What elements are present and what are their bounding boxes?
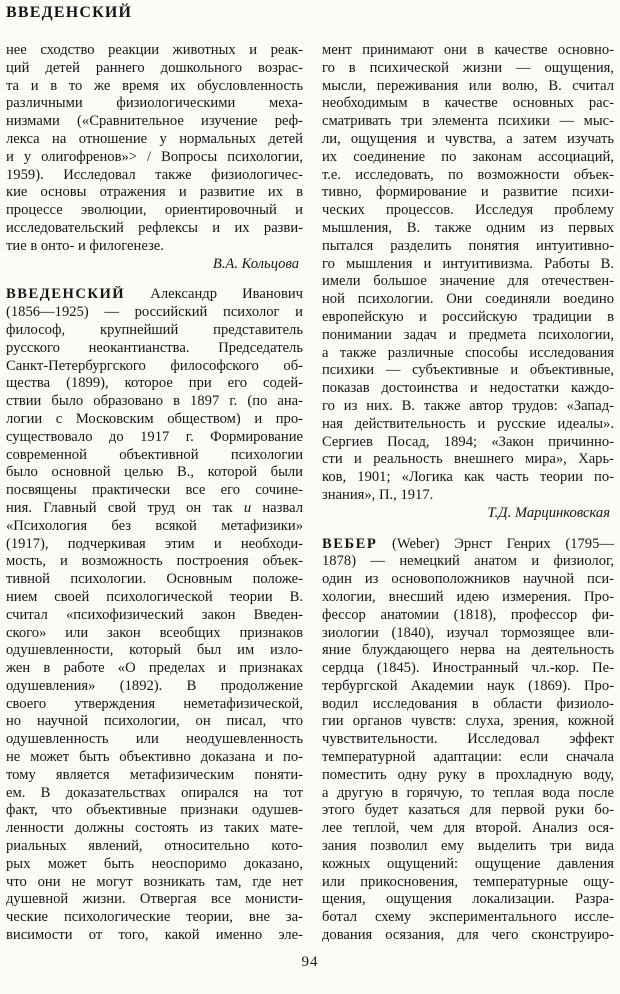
text-line: хологии, внесший идею измерения. Про- — [322, 588, 614, 605]
text-line: зиологии (1840), изучал тормозящее вли- — [322, 624, 614, 641]
text-line: щества (1899), которое при его содей- — [6, 375, 303, 392]
text-line: ли, ощущения и чувства, а затем изучать — [322, 130, 614, 147]
text-line: 1878) — немецкий анатом и физиолог, — [322, 553, 614, 570]
text-line: тербургской Академии наук (1869). Про- — [322, 677, 614, 694]
text-span: назвал — [251, 499, 303, 516]
text-line: один из основоположников научной пси- — [322, 571, 614, 588]
text-line: ского» или закон всеобщих признаков — [6, 624, 303, 641]
text-span: ния. Главный свой труд он так — [6, 499, 244, 516]
entry-first-line — [6, 286, 303, 304]
text-line: жен в работе «О пределах и признаках — [6, 660, 303, 677]
text-line: исследовательский рефлексы и их разви- — [6, 219, 303, 236]
text-line: современной объективной психологии — [6, 446, 303, 463]
text-line: 1959). Исследовал также физиологичес- — [6, 166, 303, 183]
text-span: Александр Иванович — [125, 286, 303, 303]
text-line: различными физиологическими меха- — [6, 95, 303, 112]
column-left — [6, 42, 303, 945]
text-line: мость, и возможность построения объек- — [6, 553, 303, 570]
text-line: зания позволил ему выделить три вида — [322, 838, 614, 855]
text-line: тивно, формирование и развитие психи- — [322, 184, 614, 201]
text-line: одушевленности, который был им изло- — [6, 642, 303, 659]
text-line: кожных ощущений: ощущение давления — [322, 855, 614, 872]
text-line: ческих процессов. Исследуя проблему — [322, 202, 614, 219]
text-line: го из них. В. также автор трудов: «Запад- — [322, 397, 614, 414]
entry-headword: ВВЕДЕНСКИЙ — [6, 286, 126, 303]
text-line: процессе эволюции, ориентировочный и — [6, 202, 303, 219]
text-line: было основной целью В., которой были — [6, 464, 303, 481]
text-line: ствии было образовано в 1897 г. (по ана- — [6, 393, 303, 410]
text-span: (Weber) Эрнст Генрих (1795— — [377, 535, 614, 552]
text-line: мышления, В. также одним из первых — [322, 219, 614, 236]
text-line: ная действительность и русские идеалы». — [322, 415, 614, 432]
text-line: одушевления» (1892). В продолжение — [6, 677, 303, 694]
entry-headword: ВЕБЕР — [322, 535, 378, 552]
text-line: тие в онто- и филогенезе. — [6, 237, 164, 254]
text-line: т.е. исследовать, по возможности объек- — [322, 166, 614, 183]
text-line: знания», П., 1917. — [322, 486, 434, 503]
text-line: душевной жизни. Отвергая все монисти- — [6, 891, 303, 908]
text-line: яние блуждающего нерва на деятельность — [322, 642, 614, 659]
text-line: имели большое значение для отечествен- — [322, 273, 614, 290]
text-line: тивной психологии. Основным положе- — [6, 571, 303, 588]
text-line: этого будет казаться для первой руки бо- — [322, 802, 614, 819]
text-line: нее сходство реакции животных и реак- — [6, 42, 303, 58]
text-line: одушевленность или неодушевленность — [6, 731, 303, 748]
text-span: и — [243, 499, 252, 516]
text-line: ной психологии. Они соединяли воедино — [322, 291, 614, 308]
text-line: гии органов чувств: слуха, зрения, кожной — [322, 713, 614, 730]
text-line: логии с Московским обществом) и про- — [6, 410, 303, 427]
text-line: щения, ощущения локализации. Разра- — [322, 891, 614, 908]
text-line: философ, крупнейший представитель — [6, 321, 303, 338]
text-line: что они не могут возникать там, где нет — [6, 873, 303, 890]
text-line: лекса на отношение у нормальных детей — [6, 130, 303, 147]
text-line: посвящены практически все его сочине- — [6, 482, 303, 499]
text-line: ков, 1901; «Логика как часть теории по- — [322, 469, 614, 486]
text-line: европейскую и российскую традиции в — [322, 308, 614, 325]
running-header: ВВЕДЕНСКИЙ — [6, 4, 133, 21]
text-line: ций детей раннего дошкольного возрас- — [6, 59, 303, 76]
text-columns — [6, 42, 614, 945]
text-line: тому является метафизическим поняти- — [6, 766, 303, 783]
column-right — [322, 42, 614, 945]
text-line: мент принимают они в качестве основно- — [322, 42, 614, 58]
text-line: нием своей психологической теории В. — [6, 588, 303, 605]
text-line: го в психической жизни — ощущения, — [322, 59, 614, 76]
text-line: показав достоинства и недостатки каждо- — [322, 380, 614, 397]
text-line: психики — субъективные и объективные, — [322, 362, 614, 379]
text-line: а другую в горячую, то теплая вода после — [322, 784, 614, 801]
text-line: сти и реальность внешнего мира», Харь- — [322, 451, 614, 468]
text-line: но научной психологии, он писал, что — [6, 713, 303, 730]
text-line: сердца (1845). Иностранный чл.-кор. Пе- — [322, 660, 614, 677]
text-line: висимости от того, какой именно эле- — [6, 927, 303, 944]
text-line: существовало до 1917 г. Формирование — [6, 428, 303, 445]
text-line: считал «психофизический закон Введен- — [6, 606, 303, 623]
text-line: «Психология без всякой метафизики» — [6, 517, 303, 534]
text-line: и у олигофренов»> / Вопросы психологии, — [6, 148, 303, 165]
text-line: или прикосновения, температурные ощу- — [322, 873, 614, 890]
text-line: та и в то же время их обусловленность — [6, 77, 303, 94]
text-line: поместить одну руку в прохладную воду, — [322, 766, 614, 783]
text-line: рых может быть неоспоримо доказано, — [6, 855, 303, 872]
text-line: пытался разделить понятия интуитивно- — [322, 237, 614, 254]
text-line: чувствительности. Исследовал эффект — [322, 731, 614, 748]
text-line: Сергиев Посад, 1894; «Закон причинно- — [322, 433, 614, 450]
text-line: факт, что объективные признаки одушев- — [6, 802, 303, 819]
text-line: (1917), подчеркивая этим и необходи- — [6, 535, 303, 552]
text-line: дования осязания, для чего сконструиро- — [322, 927, 614, 944]
text-line: Санкт-Петербургского философского об- — [6, 357, 303, 374]
author-signature: Т.Д. Марцинковская — [487, 504, 610, 521]
text-line: необходимым в качестве основных рас- — [322, 95, 614, 112]
text-line: температурной адаптации: если сначала — [322, 749, 614, 766]
text-line: (1856—1925) — российский психолог и — [6, 304, 303, 321]
text-line: своего утверждения неметафизической, — [6, 695, 303, 712]
text-line: фессор анатомии (1818), профессор фи- — [322, 606, 614, 623]
text-line: водил исследования в области физиоло- — [322, 695, 614, 712]
text-line — [6, 500, 303, 518]
author-signature: В.А. Кольцова — [212, 255, 299, 272]
text-line: не может быть объективно доказана и по- — [6, 749, 303, 766]
text-line: понимании задач и предмета психологии, — [322, 326, 614, 343]
text-line: риальных явлений, относительно кото- — [6, 838, 303, 855]
text-line: лее теплой, чем для второй. Анализ ося- — [322, 820, 614, 837]
text-line: ем. В доказательствах опирался на тот — [6, 784, 303, 801]
entry-first-line — [322, 536, 614, 554]
text-line: кие основы отражения и развитие их в — [6, 184, 303, 201]
text-line: ленности должны состоять из таких мате- — [6, 820, 303, 837]
page-number: 94 — [301, 954, 319, 970]
text-line: низмами («Сравнительное изучение реф- — [6, 113, 303, 130]
text-line: ческие психологические теории, вне за- — [6, 909, 303, 926]
text-line: а также различные способы исследования — [322, 344, 614, 361]
text-line: мысли, переживания или волю, В. считал — [322, 77, 614, 94]
text-line: их соединение по законам ассоциаций, — [322, 148, 614, 165]
text-line: го мышления и интуитивизма. Работы В. — [322, 255, 614, 272]
text-line: русского неокантианства. Председатель — [6, 339, 303, 356]
text-line: сматривать три элемента психики — мыс- — [322, 113, 614, 130]
text-line: ботал схему экспериментального иссле- — [322, 909, 614, 926]
